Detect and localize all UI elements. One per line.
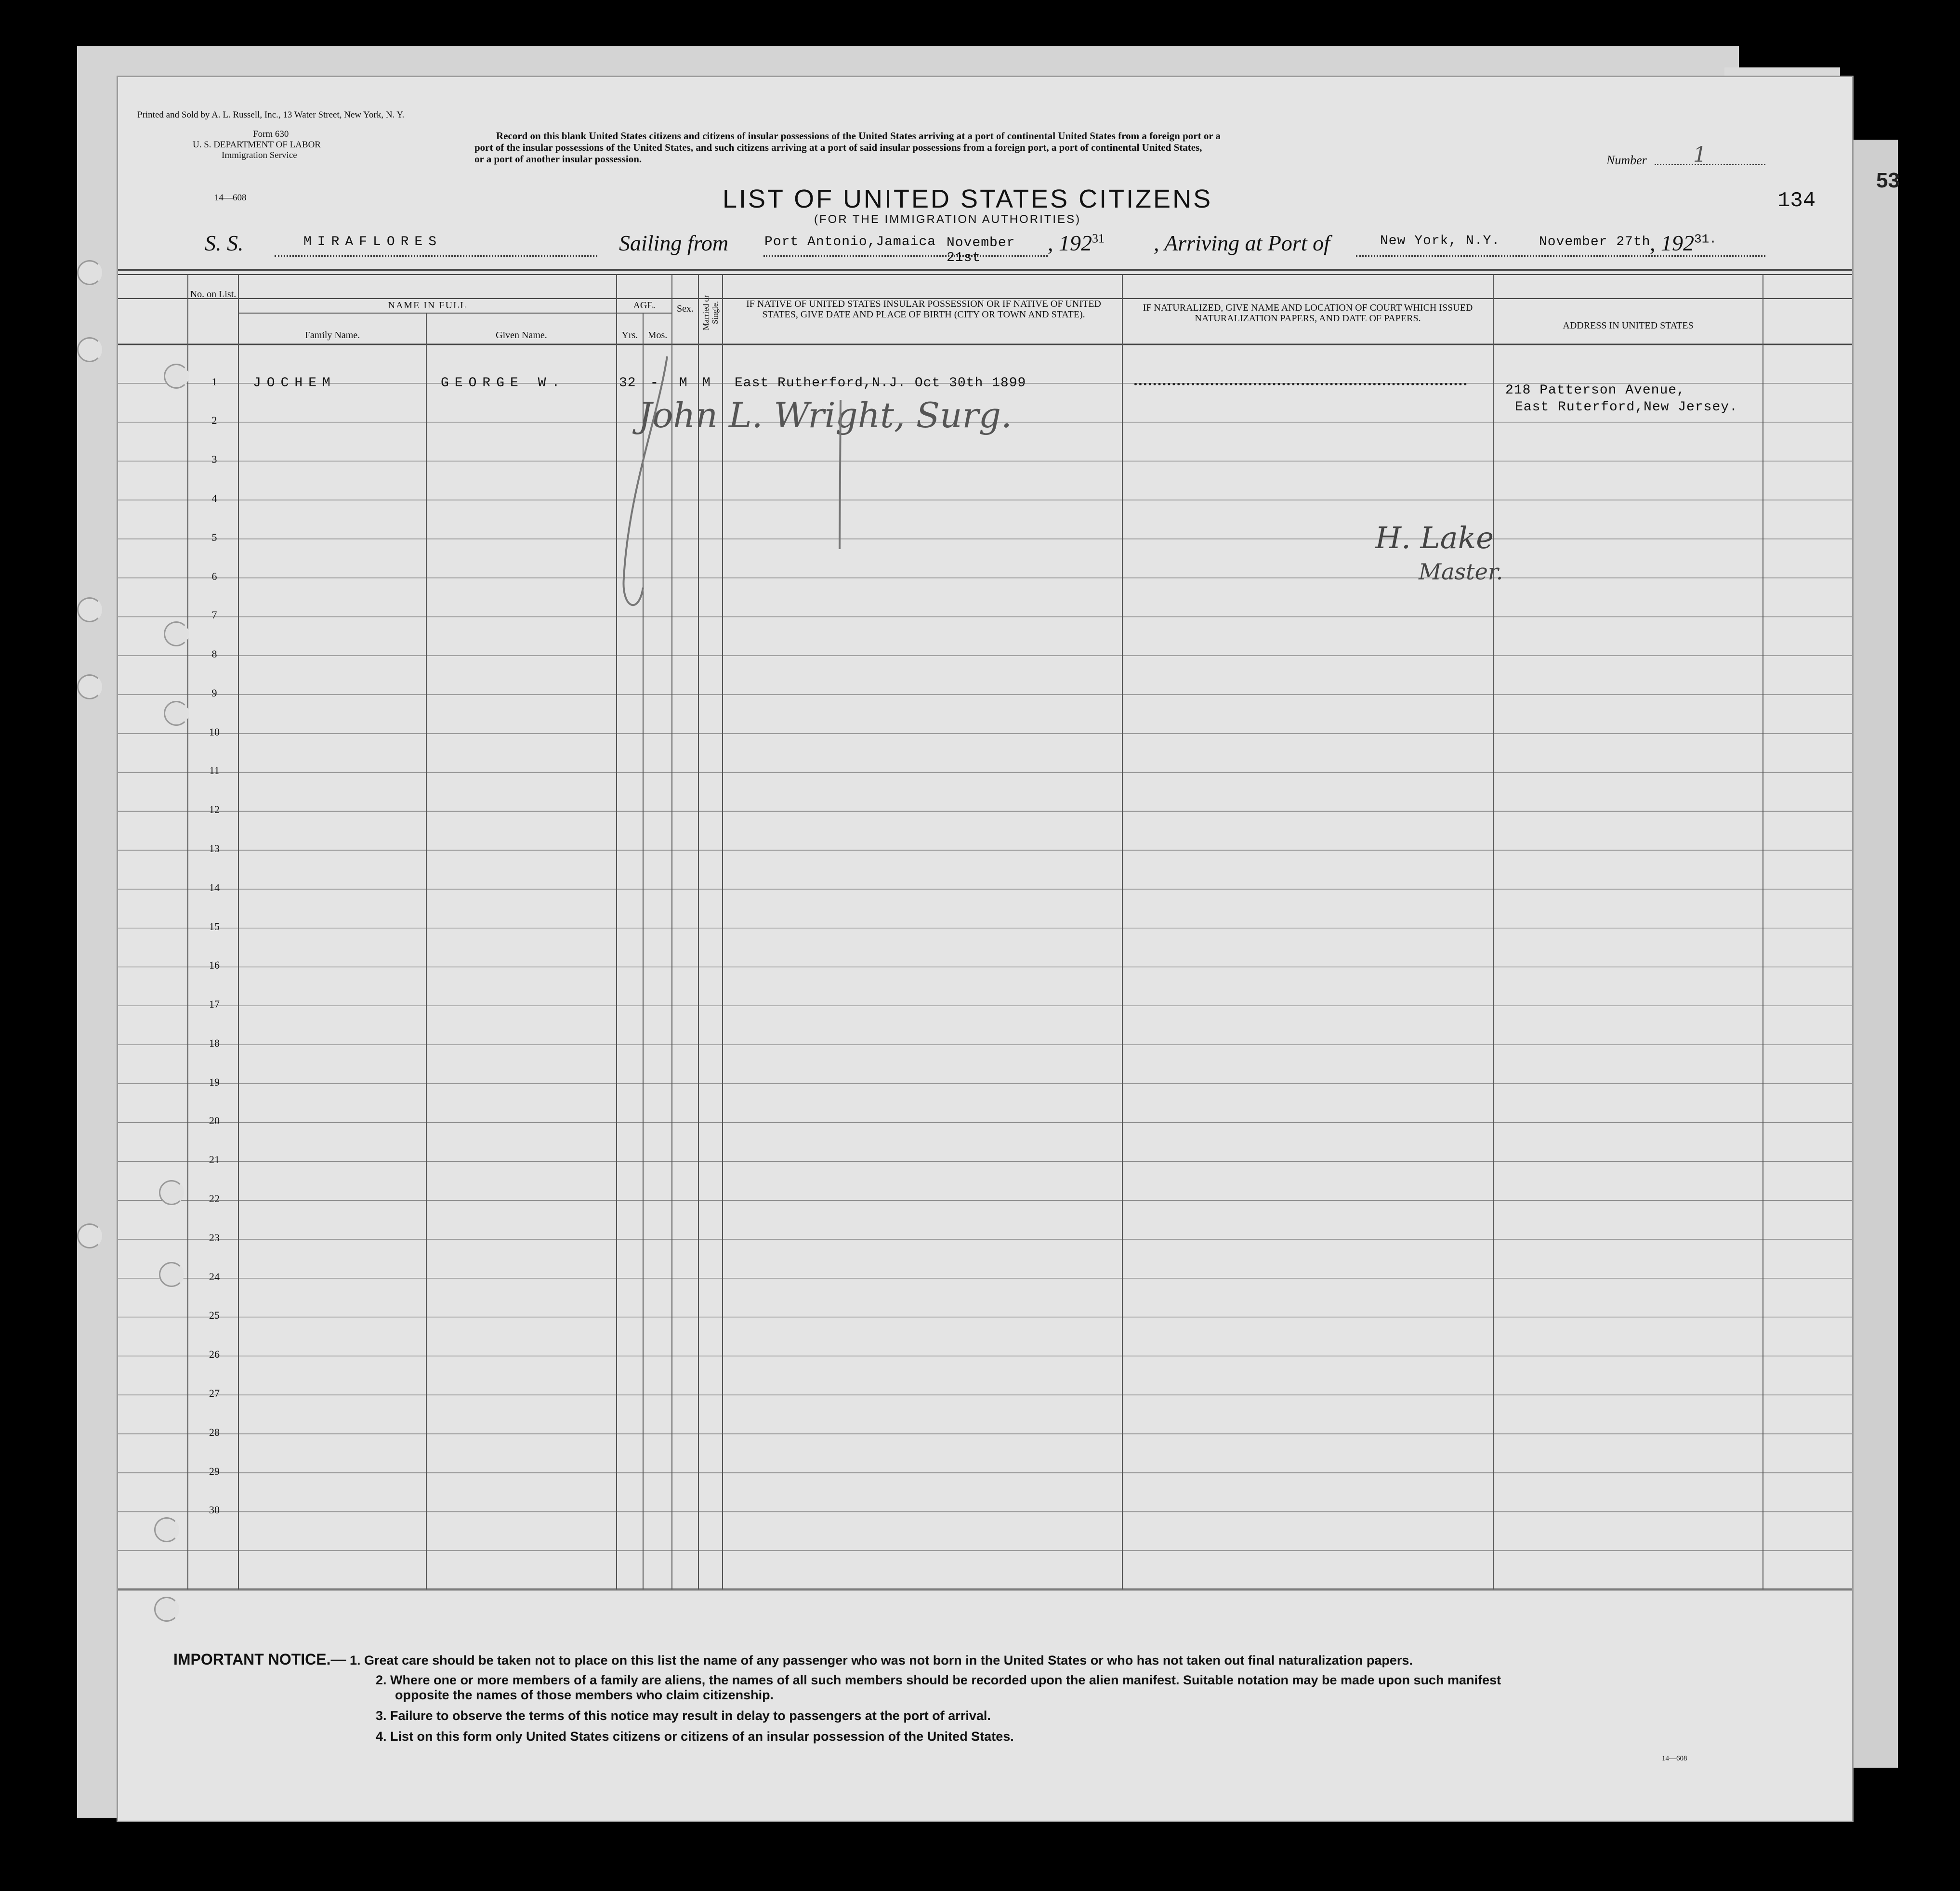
binder-hole (154, 1597, 179, 1622)
row-number: 28 (209, 1426, 220, 1438)
notice-item-1: 1. Great care should be taken not to place on this list the name of any passenger who was not born in the United States or who has not taken out final naturalization papers. (350, 1653, 1413, 1668)
edge-number: 53 (1876, 169, 1900, 192)
entry-age-yrs: 32 (619, 376, 636, 391)
row-number: 24 (209, 1270, 220, 1283)
col-family-name: Family Name. (304, 330, 360, 341)
to-port: New York, N.Y. (1380, 234, 1500, 249)
entry-age-mos: - (650, 376, 659, 391)
row-number: 14 (209, 881, 220, 893)
printer-line: Printed and Sold by A. L. Russell, Inc., 13 Water Street, New York, N. Y. (137, 110, 405, 120)
instruction-line-2: port of the insular possessions of the United States, and such citizens arriving at a port of said insular possessions from a foreign port, a port of continental United States, (474, 142, 1202, 153)
entry-address-line-1: 218 Patterson Avenue, (1505, 383, 1685, 398)
col-mos: Mos. (647, 330, 668, 341)
binder-hole (77, 337, 102, 362)
footer-form-code: 14—608 (1662, 1755, 1687, 1762)
number-value: 1 (1693, 143, 1707, 167)
col-age: AGE. (633, 300, 656, 311)
row-number: 26 (209, 1348, 220, 1361)
col-name-in-full: NAME IN FULL (388, 300, 467, 311)
col-birth: IF NATIVE OF UNITED STATES INSULAR POSSESSION OR IF NATIVE OF UNITED STATES, GIVE DATE AND PLACE OF BIRTH (CITY OR TOWN AND STATE). (746, 299, 1101, 320)
page-number: 134 (1777, 189, 1816, 213)
row-number: 1 (211, 375, 217, 388)
row-number: 23 (209, 1231, 220, 1244)
row-number: 9 (211, 686, 217, 699)
binder-hole (77, 674, 102, 699)
binder-hole (77, 260, 102, 285)
master-signature: H. Lake (1375, 520, 1494, 555)
page-title: LIST OF UNITED STATES CITIZENS (723, 184, 1213, 213)
row-number: 7 (211, 609, 217, 621)
year-1: , $192^{31}$ (1048, 231, 1105, 255)
arrival-date: November 27th (1539, 235, 1651, 250)
row-number: 27 (209, 1387, 220, 1399)
row-number: 13 (209, 842, 220, 854)
binder-hole (154, 1517, 179, 1542)
row-number: 2 (211, 414, 217, 427)
row-number: 6 (211, 570, 217, 582)
notice-item-2-cont: opposite the names of those members who claim citizenship. (395, 1688, 774, 1702)
form-number: Form 630 (253, 129, 289, 139)
entry-given-name: GEORGE W. (441, 376, 566, 391)
col-married-single: Married or Single. (701, 295, 720, 330)
row-number: 19 (209, 1076, 220, 1088)
notice-item-3: 3. Failure to observe the terms of this notice may result in delay to passengers at the port of arrival. (376, 1708, 991, 1723)
instruction-line-1: Record on this blank United States citizens and citizens of insular possessions of the United States arriving at a port of continental United States from a foreign port or a (496, 130, 1221, 142)
row-number: 15 (209, 920, 220, 932)
signature-stroke-2 (831, 395, 850, 554)
ss-label: S. S. (205, 231, 244, 255)
row-number: 20 (209, 1115, 220, 1127)
row-number: 4 (211, 492, 217, 504)
form-code: 14—608 (214, 193, 247, 203)
row-number: 11 (209, 764, 220, 777)
row-number: 17 (209, 998, 220, 1011)
col-no-on-list: No. on List. (190, 289, 237, 300)
sailing-label: Sailing from (619, 231, 729, 255)
col-yrs: Yrs. (621, 330, 638, 341)
row-number: 8 (211, 648, 217, 660)
notice-heading: IMPORTANT NOTICE.— (173, 1651, 346, 1668)
row-number: 16 (209, 959, 220, 972)
departure-date: November 21st (947, 236, 1015, 265)
arriving-label: , Arriving at Port of (1154, 231, 1330, 255)
row-number: 25 (209, 1309, 220, 1322)
notice-item-2: 2. Where one or more members of a family are aliens, the names of all such members should be recorded upon the alien manifest. Suitable notation may be made upon such manifest (376, 1673, 1501, 1687)
master-title: Master. (1419, 559, 1503, 585)
binder-hole (159, 1262, 184, 1287)
entry-family-name: JOCHEM (253, 376, 336, 391)
entry-sex: M (679, 376, 688, 391)
entry-naturalized-dots (1134, 383, 1467, 385)
row-number: 3 (211, 453, 217, 466)
binder-hole (77, 597, 102, 622)
number-label: Number (1606, 153, 1647, 167)
row-number: 22 (209, 1193, 220, 1205)
binder-hole (164, 364, 189, 389)
col-sex: Sex. (677, 303, 694, 314)
important-notice (173, 1652, 1763, 1744)
entry-address-line-2: East Ruterford,New Jersey. (1515, 400, 1738, 415)
row-number: 30 (209, 1504, 220, 1516)
citizens-list-form (118, 77, 1852, 1821)
entry-birth: East Rutherford,N.J. Oct 30th 1899 (735, 376, 1026, 391)
row-number: 5 (211, 531, 217, 543)
binder-hole (164, 621, 189, 646)
entry-marital: M (702, 376, 711, 391)
surgeon-signature: John L. Wright, Surg. (638, 395, 1012, 435)
instruction-line-3: or a port of another insular possession. (474, 153, 642, 165)
row-number: 10 (209, 725, 220, 738)
row-number: 18 (209, 1037, 220, 1049)
row-number: 21 (209, 1154, 220, 1166)
from-port: Port Antonio,Jamaica (764, 235, 936, 250)
notice-item-4: 4. List on this form only United States citizens or citizens of an insular possession of the United States. (376, 1729, 1014, 1744)
col-naturalized: IF NATURALIZED, GIVE NAME AND LOCATION OF COURT WHICH ISSUED NATURALIZATION PAPERS, AND DATE OF PAPERS. (1143, 302, 1473, 324)
row-number: 12 (209, 803, 220, 816)
binder-hole (164, 701, 189, 726)
binder-hole (77, 1223, 102, 1248)
service: Immigration Service (222, 150, 297, 160)
department: U. S. DEPARTMENT OF LABOR (193, 140, 321, 150)
ship-name: MIRAFLORES (303, 235, 443, 250)
binder-hole (159, 1180, 184, 1205)
year-2: , $192^{31.}$ (1650, 231, 1717, 255)
col-address: ADDRESS IN UNITED STATES (1563, 320, 1694, 331)
page-subtitle: (FOR THE IMMIGRATION AUTHORITIES) (814, 213, 1081, 226)
signature-stroke (600, 347, 696, 636)
col-given-name: Given Name. (496, 330, 547, 341)
row-number: 29 (209, 1465, 220, 1477)
